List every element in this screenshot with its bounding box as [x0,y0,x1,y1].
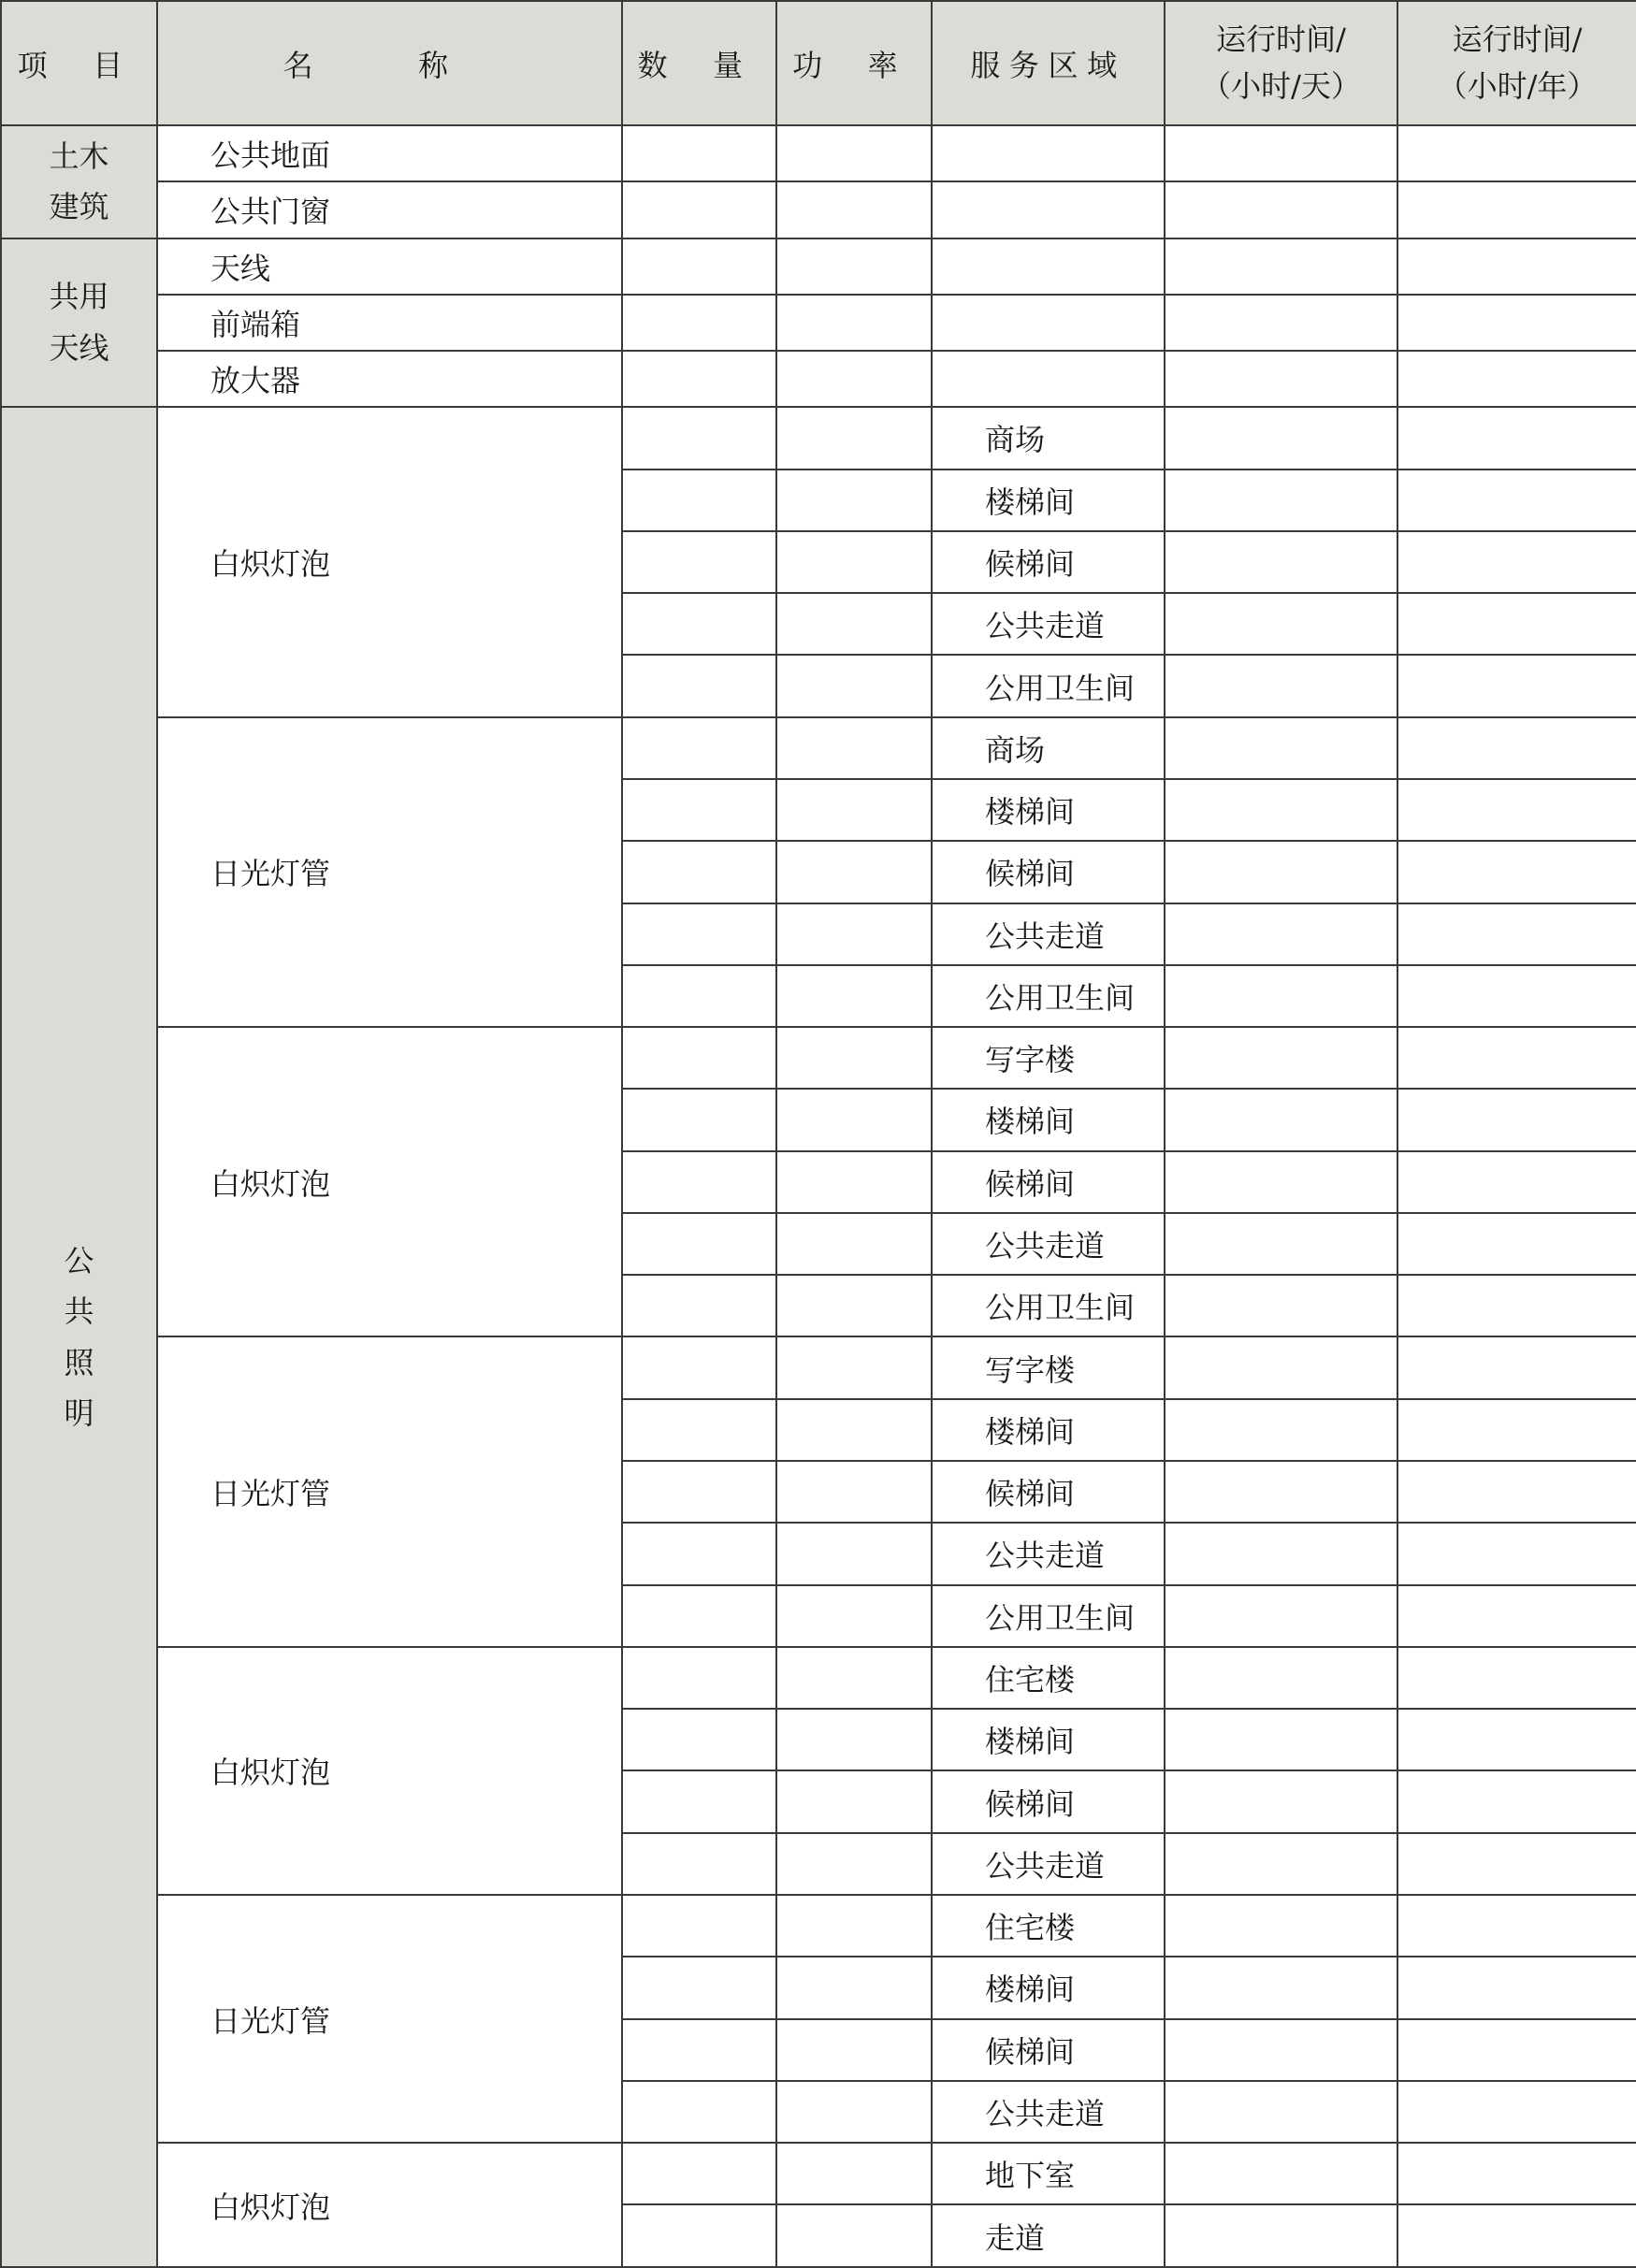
item-name: 公共地面 [157,125,622,181]
category-lighting-char: 共 [64,1293,94,1330]
service-area-cell: 地下室 [932,2143,1165,2204]
runtime-year-cell[interactable] [1397,717,1636,779]
power-cell[interactable] [776,2019,932,2081]
service-area-cell[interactable] [932,181,1165,238]
table-row [1,1027,1636,1089]
power-cell[interactable] [776,2143,932,2204]
category-civil [1,125,157,238]
quantity-cell[interactable] [622,1089,776,1150]
table-row [1,2143,1636,2204]
header-service-area [932,1,1165,125]
runtime-year-cell[interactable] [1397,2204,1636,2267]
service-area-cell[interactable] [932,351,1165,407]
quantity-cell[interactable] [622,1957,776,2018]
runtime-day-cell[interactable] [1165,1275,1397,1336]
runtime-year-cell[interactable] [1397,2081,1636,2143]
power-cell[interactable] [776,1647,932,1709]
quantity-cell[interactable] [622,1585,776,1647]
service-area-cell[interactable] [932,238,1165,295]
runtime-day-cell[interactable] [1165,1399,1397,1461]
runtime-day-cell[interactable] [1165,1027,1397,1089]
quantity-cell[interactable] [622,181,776,238]
quantity-cell[interactable] [622,841,776,903]
runtime-day-cell[interactable] [1165,238,1397,295]
runtime-day-cell[interactable] [1165,717,1397,779]
table-row [1,717,1636,779]
quantity-cell[interactable] [622,965,776,1027]
table-row [1,1647,1636,1709]
runtime-day-cell[interactable] [1165,407,1397,469]
item-name: 日光灯管 [157,717,622,1027]
runtime-day-cell[interactable] [1165,1151,1397,1213]
header-runtime-day-line2: （小时/天） [1201,67,1361,104]
service-area-cell: 住宅楼 [932,1895,1165,1957]
quantity-cell[interactable] [622,1770,776,1832]
service-area-cell: 楼梯间 [932,1399,1165,1461]
runtime-year-cell[interactable] [1397,1585,1636,1647]
table-row [1,1895,1636,1957]
runtime-year-cell[interactable] [1397,1089,1636,1150]
quantity-cell[interactable] [622,903,776,965]
service-area-cell: 公共走道 [932,2081,1165,2143]
runtime-year-cell[interactable] [1397,1151,1636,1213]
table-row [1,125,1636,181]
runtime-year-cell[interactable] [1397,1957,1636,2018]
item-name: 天线 [157,238,622,295]
service-area-cell: 公用卫生间 [932,965,1165,1027]
power-cell[interactable] [776,531,932,593]
power-cell[interactable] [776,1833,932,1895]
service-area-cell: 商场 [932,717,1165,779]
runtime-day-cell[interactable] [1165,181,1397,238]
runtime-year-cell[interactable] [1397,2019,1636,2081]
quantity-cell[interactable] [622,1895,776,1957]
power-cell[interactable] [776,841,932,903]
power-cell[interactable] [776,351,932,407]
runtime-day-cell[interactable] [1165,1770,1397,1832]
header-quantity-label: 数 量 [637,47,761,83]
runtime-year-cell[interactable] [1397,1647,1636,1709]
runtime-year-cell[interactable] [1397,1027,1636,1089]
power-cell[interactable] [776,1895,932,1957]
runtime-day-cell[interactable] [1165,1709,1397,1770]
quantity-cell[interactable] [622,1709,776,1770]
runtime-year-cell[interactable] [1397,469,1636,531]
runtime-day-cell[interactable] [1165,903,1397,965]
quantity-cell[interactable] [622,1461,776,1523]
service-area-cell: 公共走道 [932,1213,1165,1275]
table-row [1,351,1636,407]
service-area-cell: 候梯间 [932,1770,1165,1832]
power-cell[interactable] [776,1151,932,1213]
runtime-year-cell[interactable] [1397,1399,1636,1461]
quantity-cell[interactable] [622,2143,776,2204]
runtime-year-cell[interactable] [1397,125,1636,181]
runtime-year-cell[interactable] [1397,1833,1636,1895]
runtime-year-cell[interactable] [1397,593,1636,655]
header-runtime-day-line1: 运行时间/ [1216,21,1346,57]
power-cell[interactable] [776,593,932,655]
service-area-cell: 候梯间 [932,841,1165,903]
power-cell[interactable] [776,717,932,779]
power-cell[interactable] [776,1399,932,1461]
runtime-year-cell[interactable] [1397,351,1636,407]
service-area-cell: 楼梯间 [932,469,1165,531]
quantity-cell[interactable] [622,717,776,779]
power-cell[interactable] [776,1336,932,1398]
runtime-year-cell[interactable] [1397,181,1636,238]
item-name: 放大器 [157,351,622,407]
runtime-day-cell[interactable] [1165,2081,1397,2143]
quantity-cell[interactable] [622,1523,776,1584]
runtime-day-cell[interactable] [1165,469,1397,531]
quantity-cell[interactable] [622,295,776,351]
runtime-year-cell[interactable] [1397,1461,1636,1523]
runtime-year-cell[interactable] [1397,1275,1636,1336]
power-cell[interactable] [776,469,932,531]
runtime-year-cell[interactable] [1397,1213,1636,1275]
service-area-cell: 公共走道 [932,1523,1165,1584]
service-area-cell: 公用卫生间 [932,1275,1165,1336]
quantity-cell[interactable] [622,407,776,469]
service-area-cell: 商场 [932,407,1165,469]
service-area-cell: 走道 [932,2204,1165,2267]
runtime-day-cell[interactable] [1165,2019,1397,2081]
power-cell[interactable] [776,779,932,841]
category-antenna [1,238,157,408]
quantity-cell[interactable] [622,1336,776,1398]
header-power-label: 功 率 [792,47,916,83]
quantity-cell[interactable] [622,1151,776,1213]
table-row [1,295,1636,351]
runtime-day-cell[interactable] [1165,779,1397,841]
header-power [776,1,932,125]
item-name: 日光灯管 [157,1336,622,1646]
header-runtime-year-line1: 运行时间/ [1452,21,1583,57]
item-name: 前端箱 [157,295,622,351]
item-name: 白炽灯泡 [157,1027,622,1336]
power-cell[interactable] [776,1770,932,1832]
power-cell[interactable] [776,903,932,965]
category-civil-line1: 土木 [49,137,109,174]
runtime-day-cell[interactable] [1165,1336,1397,1398]
table-row [1,1336,1636,1398]
service-area-cell: 公用卫生间 [932,1585,1165,1647]
service-area-cell: 公共走道 [932,1833,1165,1895]
runtime-day-cell[interactable] [1165,593,1397,655]
category-lighting-char: 照 [64,1344,94,1380]
runtime-year-cell[interactable] [1397,1895,1636,1957]
power-cell[interactable] [776,1523,932,1584]
quantity-cell[interactable] [622,125,776,181]
service-area-cell: 楼梯间 [932,1957,1165,2018]
service-area-cell: 候梯间 [932,1461,1165,1523]
header-service-area-label: 服务区域 [970,47,1126,83]
category-lighting-char: 明 [64,1395,94,1432]
power-cell[interactable] [776,1275,932,1336]
runtime-year-cell[interactable] [1397,655,1636,716]
power-cell[interactable] [776,2081,932,2143]
header-runtime-year [1397,1,1636,125]
runtime-day-cell[interactable] [1165,1523,1397,1584]
quantity-cell[interactable] [622,469,776,531]
runtime-year-cell[interactable] [1397,407,1636,469]
quantity-cell[interactable] [622,1213,776,1275]
category-civil-line2: 建筑 [49,189,109,225]
runtime-day-cell[interactable] [1165,1647,1397,1709]
power-cell[interactable] [776,1213,932,1275]
table-row [1,238,1636,295]
service-area-cell[interactable] [932,125,1165,181]
runtime-year-cell[interactable] [1397,1709,1636,1770]
item-name: 白炽灯泡 [157,1647,622,1895]
power-cell[interactable] [776,238,932,295]
item-name: 日光灯管 [157,1895,622,2143]
header-name-label: 名 称 [282,47,497,83]
runtime-day-cell[interactable] [1165,1089,1397,1150]
power-cell[interactable] [776,295,932,351]
power-cell[interactable] [776,181,932,238]
runtime-year-cell[interactable] [1397,779,1636,841]
runtime-year-cell[interactable] [1397,965,1636,1027]
power-cell[interactable] [776,1585,932,1647]
runtime-day-cell[interactable] [1165,531,1397,593]
category-lighting [1,407,157,2267]
runtime-year-cell[interactable] [1397,1336,1636,1398]
runtime-year-cell[interactable] [1397,2143,1636,2204]
table-row [1,407,1636,469]
service-area-cell: 写字楼 [932,1027,1165,1089]
runtime-day-cell[interactable] [1165,1213,1397,1275]
item-name: 白炽灯泡 [157,2143,622,2267]
header-runtime-year-line2: （小时/年） [1437,67,1598,104]
quantity-cell[interactable] [622,593,776,655]
item-name: 公共门窗 [157,181,622,238]
quantity-cell[interactable] [622,1647,776,1709]
power-cell[interactable] [776,2204,932,2267]
header-quantity [622,1,776,125]
category-lighting-char: 公 [64,1242,94,1278]
runtime-year-cell[interactable] [1397,1523,1636,1584]
header-item-label: 项 目 [17,47,141,83]
power-cell[interactable] [776,1957,932,2018]
runtime-year-cell[interactable] [1397,903,1636,965]
runtime-day-cell[interactable] [1165,1957,1397,2018]
table-row [1,181,1636,238]
quantity-cell[interactable] [622,2019,776,2081]
service-area-cell: 公用卫生间 [932,655,1165,716]
service-area-cell: 公共走道 [932,593,1165,655]
quantity-cell[interactable] [622,1275,776,1336]
runtime-day-cell[interactable] [1165,655,1397,716]
quantity-cell[interactable] [622,779,776,841]
quantity-cell[interactable] [622,238,776,295]
power-cell[interactable] [776,1089,932,1150]
quantity-cell[interactable] [622,655,776,716]
runtime-day-cell[interactable] [1165,2143,1397,2204]
quantity-cell[interactable] [622,1833,776,1895]
runtime-year-cell[interactable] [1397,295,1636,351]
runtime-year-cell[interactable] [1397,1770,1636,1832]
runtime-day-cell[interactable] [1165,2204,1397,2267]
service-area-cell: 住宅楼 [932,1647,1165,1709]
runtime-day-cell[interactable] [1165,125,1397,181]
header-item [1,1,157,125]
quantity-cell[interactable] [622,1399,776,1461]
runtime-day-cell[interactable] [1165,295,1397,351]
runtime-day-cell[interactable] [1165,1585,1397,1647]
quantity-cell[interactable] [622,2204,776,2267]
runtime-day-cell[interactable] [1165,965,1397,1027]
service-area-cell[interactable] [932,295,1165,351]
power-cell[interactable] [776,1461,932,1523]
runtime-day-cell[interactable] [1165,351,1397,407]
runtime-year-cell[interactable] [1397,841,1636,903]
table-body [1,125,1636,2267]
service-area-cell: 候梯间 [932,1151,1165,1213]
runtime-year-cell[interactable] [1397,531,1636,593]
item-name: 白炽灯泡 [157,407,622,716]
power-cell[interactable] [776,965,932,1027]
category-antenna-line2: 天线 [49,329,109,366]
header-row [1,1,1636,125]
category-antenna-line1: 共用 [49,279,109,315]
quantity-cell[interactable] [622,531,776,593]
header-runtime-day [1165,1,1397,125]
service-area-cell: 候梯间 [932,2019,1165,2081]
power-cell[interactable] [776,1027,932,1089]
service-area-cell: 楼梯间 [932,779,1165,841]
power-cell[interactable] [776,125,932,181]
runtime-day-cell[interactable] [1165,1461,1397,1523]
header-name [157,1,622,125]
power-cell[interactable] [776,1709,932,1770]
power-cell[interactable] [776,407,932,469]
runtime-year-cell[interactable] [1397,238,1636,295]
service-area-cell: 楼梯间 [932,1709,1165,1770]
power-cell[interactable] [776,655,932,716]
quantity-cell[interactable] [622,2081,776,2143]
service-area-cell: 公共走道 [932,903,1165,965]
quantity-cell[interactable] [622,351,776,407]
service-area-cell: 候梯间 [932,531,1165,593]
runtime-day-cell[interactable] [1165,841,1397,903]
runtime-day-cell[interactable] [1165,1895,1397,1957]
service-area-cell: 写字楼 [932,1336,1165,1398]
quantity-cell[interactable] [622,1027,776,1089]
runtime-day-cell[interactable] [1165,1833,1397,1895]
service-area-cell: 楼梯间 [932,1089,1165,1150]
